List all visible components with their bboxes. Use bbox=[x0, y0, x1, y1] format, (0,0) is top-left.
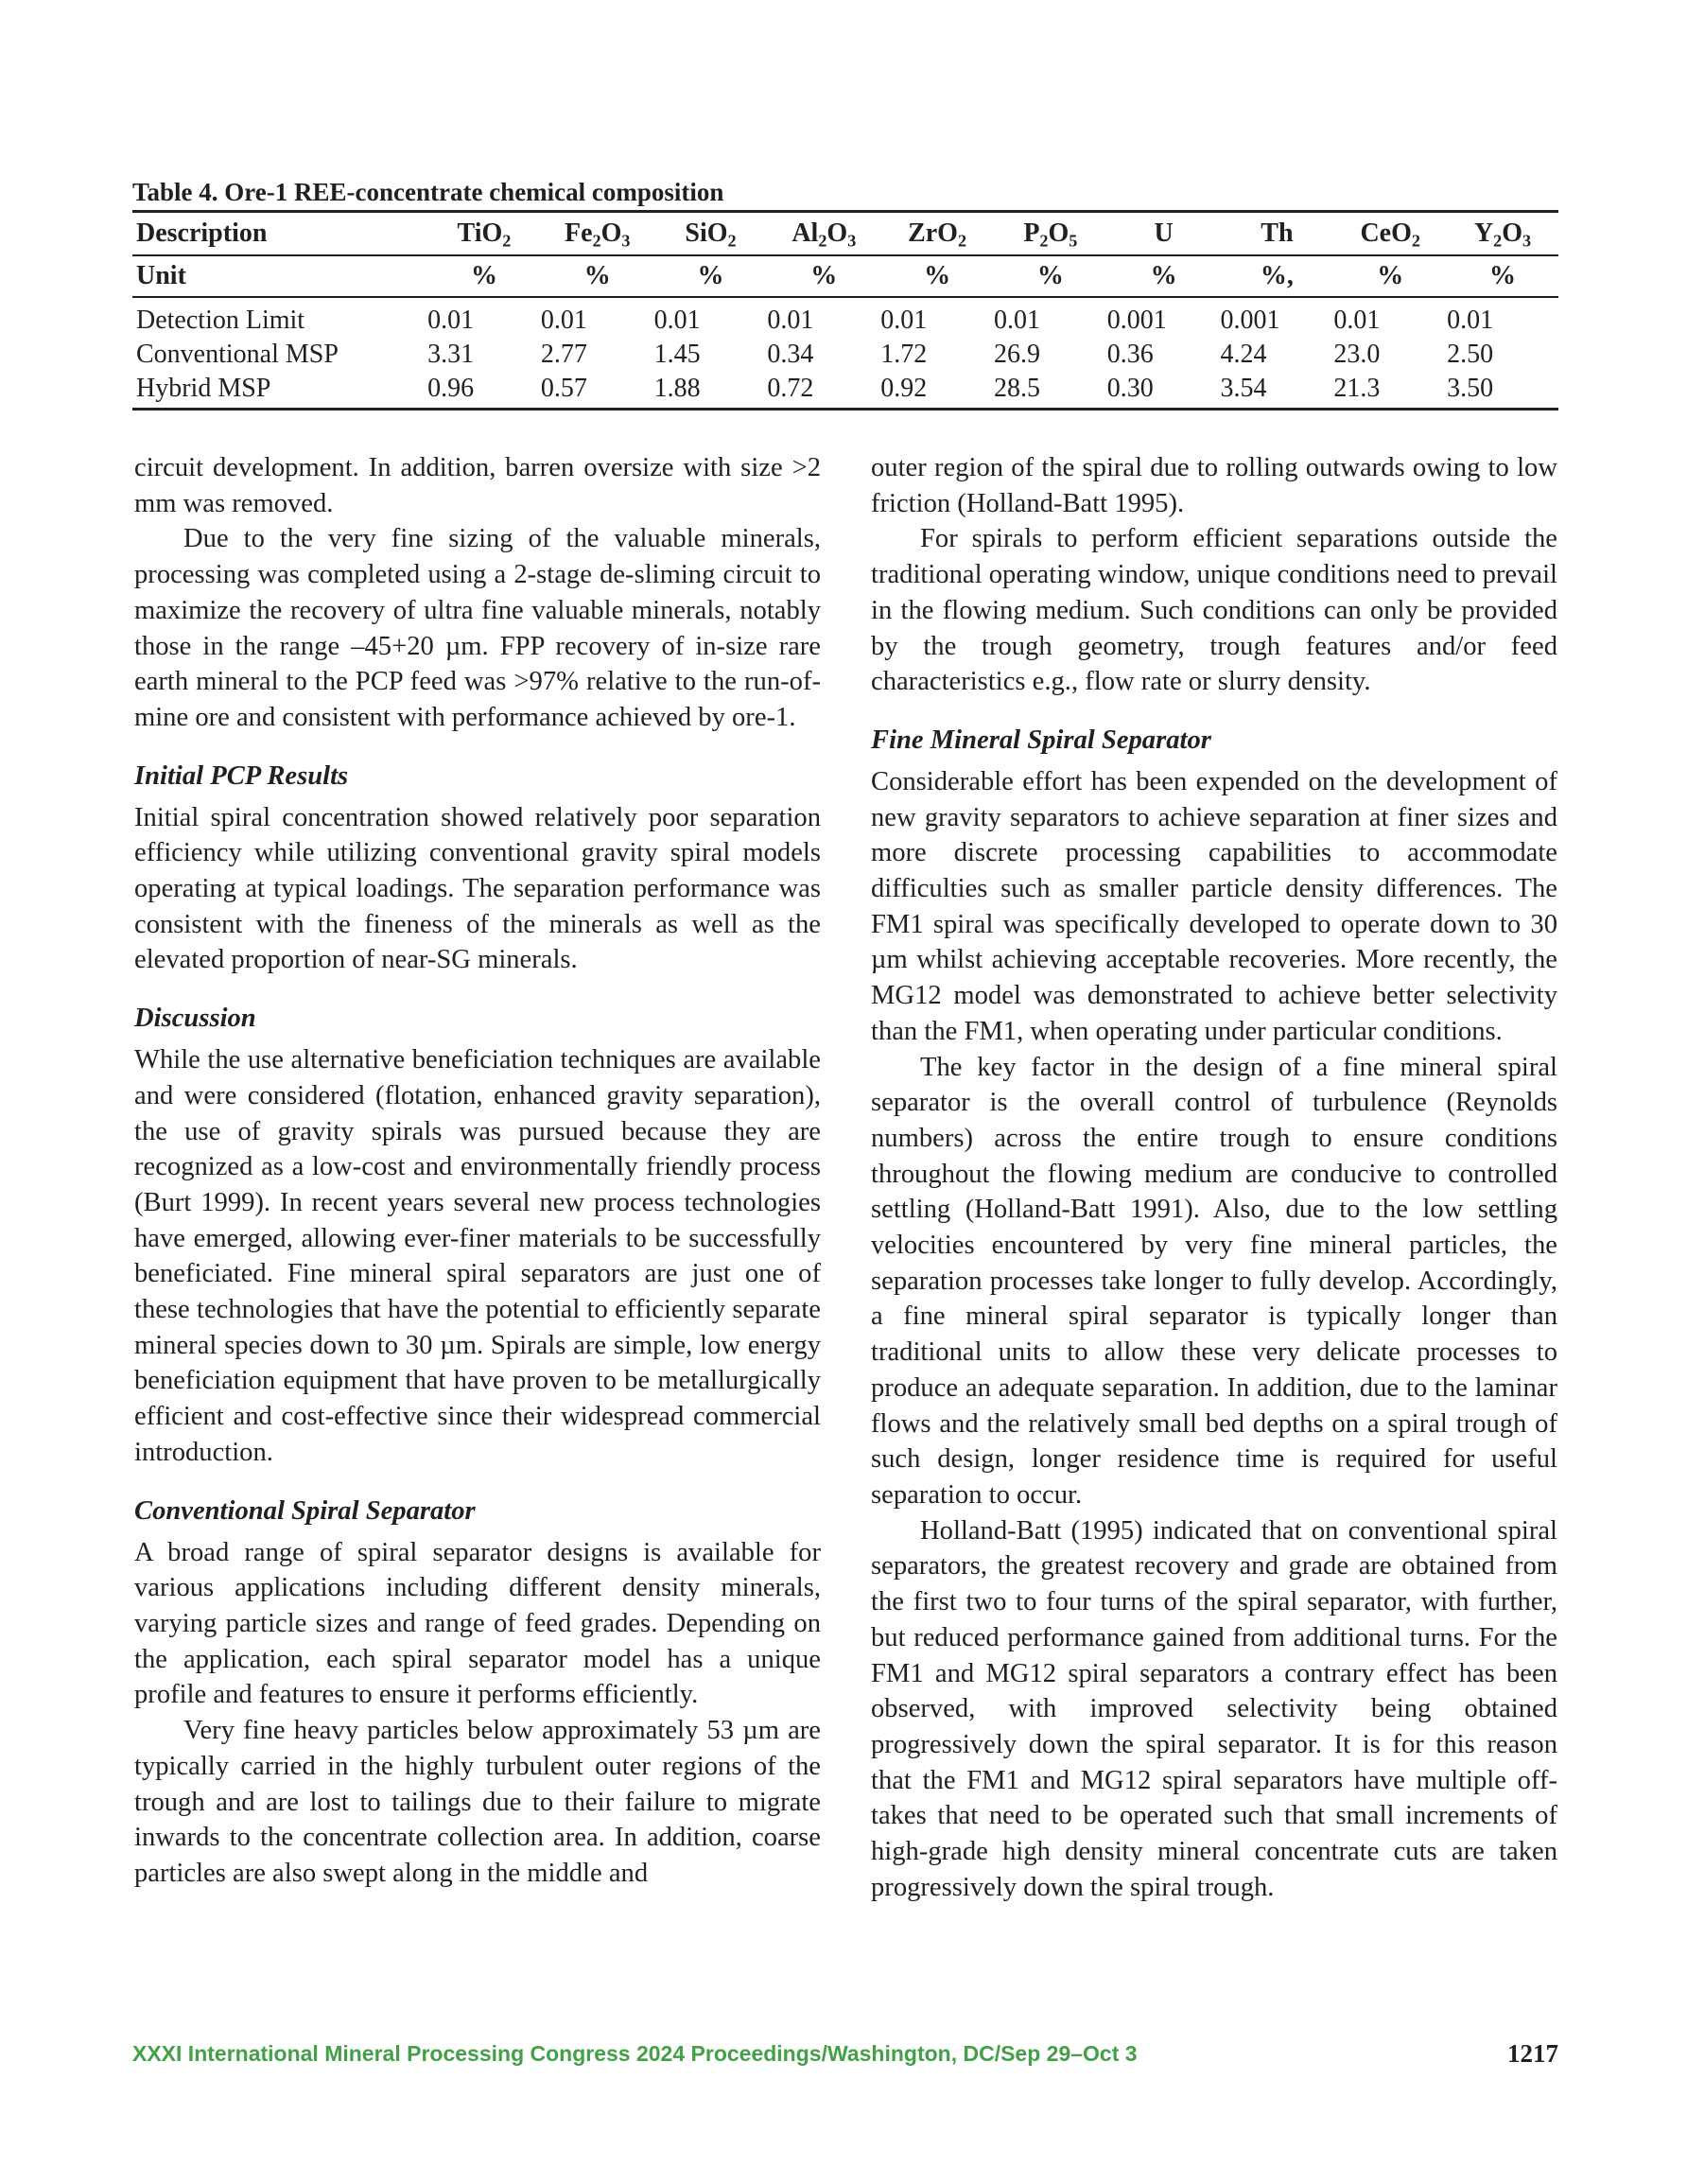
table-unit-cell: % bbox=[994, 255, 1107, 297]
table-header-cell bbox=[1221, 212, 1334, 256]
table-row bbox=[132, 338, 1558, 372]
table-cell: 0.001 bbox=[1106, 306, 1167, 335]
table-cell: 0.01 bbox=[540, 306, 587, 335]
table-header-cell bbox=[1107, 212, 1221, 256]
formula-base: Al bbox=[791, 218, 819, 248]
footer-proceedings-text: XXXI International Mineral Processing Congress 2024 Proceedings/Washington, DC/Sep 29–Oct 3 bbox=[132, 2041, 1138, 2066]
composition-table bbox=[132, 210, 1558, 411]
page-number: 1217 bbox=[1507, 2039, 1558, 2068]
table-cell: 0.01 bbox=[1447, 306, 1494, 335]
table-cell: 1.45 bbox=[653, 340, 701, 369]
table-unit-cell: % bbox=[427, 255, 541, 297]
body-paragraph: For spirals to perform efficient separations outside the traditional operating window, unique conditions need to prevail in the flowing medium. Such conditions can only be provided by the trough geometry, trough features and/or feed characteristics e.g., flow rate or slurry density. bbox=[871, 524, 1557, 697]
table-cell: 23.0 bbox=[1333, 340, 1381, 369]
table-cell: 3.50 bbox=[1447, 372, 1558, 410]
table-unit-label: Unit bbox=[132, 255, 427, 297]
formula-part: O bbox=[826, 218, 848, 248]
body-paragraph: Considerable effort has been expended on the development of new gravity separators to achieve separation at finer sizes and more discrete processing capabilities to accommodate difficulties such as smaller particle density differences. The FM1 spiral was specifically developed to operate down to 30 µm whilst achieving acceptable recoveries. More recently, the MG12 model was demonstrated to achieve better selectivity than the FM1, when operating under particular conditions. bbox=[871, 766, 1557, 1046]
table-row-label: Conventional MSP bbox=[136, 340, 339, 369]
table-unit-cell: % bbox=[1107, 255, 1221, 297]
formula-base: Fe bbox=[564, 218, 593, 248]
formula-subscript: 2 bbox=[1039, 231, 1049, 251]
table-unit-cell: % bbox=[1333, 255, 1447, 297]
table-header-cell bbox=[427, 212, 541, 256]
table-header-description: Description bbox=[132, 212, 427, 256]
body-paragraph: Due to the very fine sizing of the valuable minerals, processing was completed using a 2-stage de-sliming circuit to maximize the recovery of ultra fine valuable minerals, notably those in the range –45+20 µm. FPP recovery of in-size rare earth mineral to the PCP feed was >97% relative to the run-of-mine ore and consistent with performance achieved by ore-1. bbox=[134, 524, 821, 732]
table-cell: 1.72 bbox=[880, 340, 928, 369]
formula-base: Y bbox=[1473, 218, 1494, 248]
section-heading: Discussion bbox=[134, 1004, 256, 1034]
formula-base: SiO bbox=[685, 218, 728, 248]
table-body bbox=[132, 297, 1558, 410]
page-footer bbox=[132, 2041, 1558, 2075]
table-cell: 0.01 bbox=[653, 306, 701, 335]
table-header-cell bbox=[767, 212, 880, 256]
table-cell: 0.001 bbox=[1220, 306, 1280, 335]
table-cell: 1.88 bbox=[654, 372, 768, 410]
table-unit-cell: % bbox=[1447, 255, 1558, 297]
formula-subscript: 2 bbox=[957, 231, 967, 251]
table-cell: 0.72 bbox=[767, 372, 880, 410]
table-cell: 2.77 bbox=[540, 340, 587, 369]
body-paragraph: Holland-Batt (1995) indicated that on conventional spiral separators, the greatest recovery and grade are obtained from the first two to four turns of the spiral separator, with further, but reduced performance gained from additional turns. For the FM1 and MG12 spiral separators a contrary effect has been observed, with improved selectivity being obtained progressively down the spiral separator. It is for this reason that the FM1 and MG12 spiral separators have multiple off-takes that need to be operated such that small increments of high-grade high density mineral concentrate cuts are taken progressively down the spiral trough. bbox=[871, 1515, 1557, 1902]
left-column bbox=[134, 450, 821, 1892]
body-paragraph: Initial spiral concentration showed relatively poor separation efficiency while utilizing conventional gravity spiral models operating at typical loadings. The separation performance was consistent with the fineness of the minerals as well as the elevated proportion of near-SG minerals. bbox=[134, 802, 821, 975]
table-cell: 28.5 bbox=[994, 372, 1107, 410]
table-cell: 3.54 bbox=[1221, 372, 1334, 410]
table-cell: 0.01 bbox=[767, 306, 814, 335]
formula-base: CeO bbox=[1360, 218, 1412, 248]
table-unit-row bbox=[132, 255, 1558, 297]
table-cell: 0.30 bbox=[1107, 372, 1221, 410]
table-cell: 3.31 bbox=[427, 340, 475, 369]
table-row-label: Detection Limit bbox=[136, 306, 305, 335]
table-row bbox=[132, 372, 1558, 410]
table-row-label: Hybrid MSP bbox=[132, 372, 427, 410]
body-paragraph: outer region of the spiral due to rolling outwards owing to low friction (Holland-Batt 1995). bbox=[871, 453, 1557, 518]
formula-subscript: 2 bbox=[592, 231, 601, 251]
table-header-row bbox=[132, 212, 1558, 256]
body-paragraph: circuit development. In addition, barren oversize with size >2 mm was removed. bbox=[134, 453, 821, 518]
table-cell: 0.01 bbox=[880, 306, 928, 335]
formula-base: TiO bbox=[457, 218, 503, 248]
formula-base: ZrO bbox=[908, 218, 958, 248]
formula-subscript: 2 bbox=[1493, 231, 1503, 251]
formula-subscript: 2 bbox=[818, 231, 827, 251]
formula-subscript: 3 bbox=[1522, 231, 1532, 251]
table-cell: 26.9 bbox=[993, 340, 1040, 369]
right-column bbox=[871, 450, 1557, 1905]
table-unit-cell: % bbox=[541, 255, 654, 297]
table-header-cell bbox=[880, 212, 994, 256]
body-paragraph: A broad range of spiral separator designs is available for various applications including different density minerals, varying particle sizes and range of feed grades. Depending on the application, each spiral separator model has a unique profile and features to ensure it performs efficiently. bbox=[134, 1537, 821, 1710]
table-cell: 21.3 bbox=[1333, 372, 1447, 410]
body-paragraph: The key factor in the design of a fine mineral spiral separator is the overall control of turbulence (Reynolds numbers) across the entire trough to ensure conditions throughout the flowing medium are conducive to controlled settling (Holland-Batt 1991). Also, due to the low settling velocities encountered by very fine mineral particles, the separation processes take longer to fully develop. Accordingly, a fine mineral spiral separator is typically longer than traditional units to allow these very delicate processes to produce an adequate separation. In addition, due to the laminar flows and the relatively small bed depths on a spiral trough of such design, longer residence time is required for useful separation to occur. bbox=[871, 1052, 1557, 1510]
formula-subscript: 2 bbox=[502, 231, 512, 251]
formula-part: O bbox=[1048, 218, 1070, 248]
composition-table-block bbox=[132, 176, 1558, 411]
table-unit-cell: %, bbox=[1221, 255, 1334, 297]
formula-subscript: 2 bbox=[1411, 231, 1420, 251]
formula-subscript: 3 bbox=[847, 231, 857, 251]
table-cell: 0.92 bbox=[880, 372, 994, 410]
table-header-cell bbox=[1447, 212, 1558, 256]
formula-subscript: 2 bbox=[727, 231, 737, 251]
formula-part: O bbox=[600, 218, 622, 248]
formula-subscript: 3 bbox=[621, 231, 631, 251]
table-cell: 4.24 bbox=[1220, 340, 1267, 369]
body-paragraph: Very fine heavy particles below approximately 53 µm are typically carried in the highly turbulent outer regions of the trough and are lost to tailings due to their failure to migrate inwards to the concentrate collection area. In addition, coarse particles are also swept along in the middle and bbox=[134, 1716, 821, 1888]
formula-base: U bbox=[1154, 218, 1174, 248]
section-heading: Conventional Spiral Separator bbox=[134, 1495, 476, 1526]
table-cell: 0.01 bbox=[993, 306, 1040, 335]
table-header-cell bbox=[994, 212, 1107, 256]
table-cell: 0.01 bbox=[427, 306, 475, 335]
table-caption: Table 4. Ore-1 REE-concentrate chemical composition bbox=[132, 178, 724, 206]
body-paragraph: While the use alternative beneficiation techniques are available and were considered (flotation, enhanced gravity separation), the use of gravity spirals was pursued because they are recognized as a low-cost and environmentally friendly process (Burt 1999). In recent years several new process technologies have emerged, allowing ever-finer materials to be successfully beneficiated. Fine mineral spiral separators are just one of these technologies that have the potential to efficiently separate mineral species down to 30 µm. Spirals are simple, low energy beneficiation equipment that have proven to be metallurgically efficient and cost-effective since their widespread commercial introduction. bbox=[134, 1045, 821, 1467]
table-row bbox=[132, 297, 1558, 338]
table-cell: 0.34 bbox=[767, 340, 814, 369]
table-unit-cell: % bbox=[880, 255, 994, 297]
table-cell: 2.50 bbox=[1447, 340, 1494, 369]
table-header-cell bbox=[541, 212, 654, 256]
formula-base: P bbox=[1023, 218, 1040, 248]
table-cell: 0.01 bbox=[1333, 306, 1381, 335]
table-unit-cell: % bbox=[767, 255, 880, 297]
formula-base: Th bbox=[1261, 218, 1294, 248]
table-unit-cell: % bbox=[654, 255, 768, 297]
section-heading: Fine Mineral Spiral Separator bbox=[871, 725, 1211, 755]
table-cell: 0.57 bbox=[541, 372, 654, 410]
formula-subscript: 5 bbox=[1069, 231, 1078, 251]
table-header-cell bbox=[654, 212, 768, 256]
table-cell: 0.36 bbox=[1106, 340, 1154, 369]
section-heading: Initial PCP Results bbox=[134, 760, 349, 791]
formula-part: O bbox=[1502, 218, 1523, 248]
table-header-cell bbox=[1333, 212, 1447, 256]
table-cell: 0.96 bbox=[427, 372, 541, 410]
